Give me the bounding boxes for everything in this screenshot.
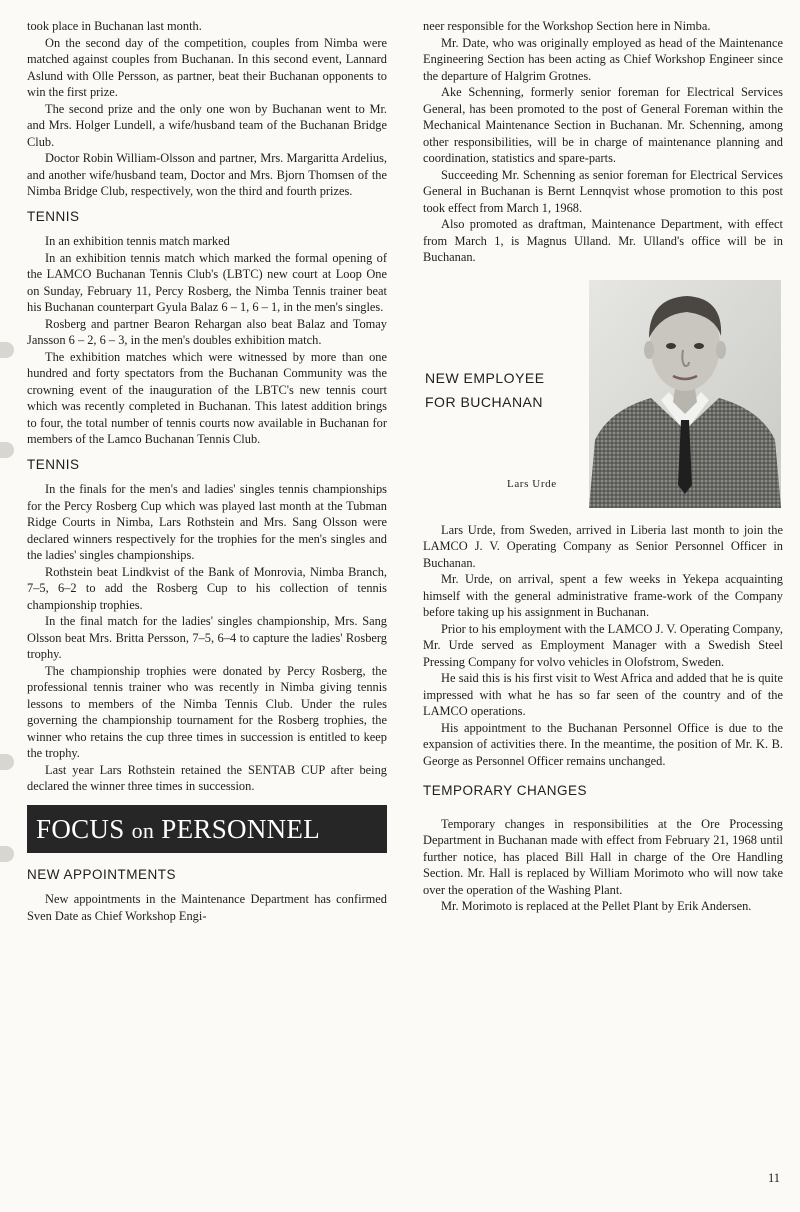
paragraph: In an exhibition tennis match marked (45, 234, 230, 248)
paragraph: Also promoted as draftman, Maintenance Department, with effect from March 1, is Magnus Ulland. Mr. Ulland's office will be in Buchanan. (423, 217, 783, 264)
paragraph: In the final match for the ladies' singles championship, Mrs. Sang Olsson beat Mrs. Britta Persson, 7–5, 6–4 to capture the ladies' Rosberg trophy. (27, 614, 387, 661)
heading-line: FOR BUCHANAN (425, 393, 544, 410)
focus-on-personnel-banner (27, 805, 387, 853)
paragraph: neer responsible for the Workshop Section here in Nimba. (423, 19, 711, 33)
page-number: 11 (767, 1171, 780, 1185)
paragraph: On the second day of the competition, couples from Nimba were matched against couples from Buchanan. In this second event, Lannard Aslund with Olle Persson, as partner, beat their Buchanan opponents to win the first prize. (27, 35, 387, 99)
paragraph: Temporary changes in responsibilities at the Ore Processing Department in Buchanan made with effect from February 21, 1968 until further notice, has placed Bill Hall in charge of the Ore Handling Section. Mr. Hall is replaced by William Morimoto who will now take over the operation of the Washing Plant. (423, 816, 783, 897)
binder-hole-mark (0, 342, 14, 358)
employee-portrait-photo (589, 280, 781, 508)
section-heading-temporary-changes: TEMPORARY CHANGES (423, 783, 588, 798)
paragraph: Ake Schenning, formerly senior foreman for Electrical Services General, has been promoted to the post of General Foreman within the Mechanical Maintenance Section in Buchanan. Mr. Schenning, among other responsibilities, will be in charge of maintenance planning and coordination, statistics and spare-parts. (423, 85, 783, 165)
paragraph: In the finals for the men's and ladies' singles tennis championships for the Percy Rosberg Cup which was played last month at the Tubman Ridge Courts in Nimba, Lars Rothstein and Mrs. Sang Olsson were declared winners respectively for the trophies for the men's singles and the ladies' singles championships. (27, 482, 387, 562)
banner-word: on (131, 817, 155, 843)
left-column (27, 18, 387, 924)
paragraph: The exhibition matches which were witnessed by more than one hundred and forty spectators from the Buchanan Community was the crowning event of the inauguration of the LBTC's new tennis court which was recently completed in Buchanan. This latest addition brings to four, the total number of tennis courts now available in Buchanan for members of the Lamco Buchanan Tennis Club. (27, 349, 387, 446)
paragraph: The championship trophies were donated by Percy Rosberg, the professional tennis trainer who was recently in Nimba giving tennis lessons to members of the Nimba Tennis Club. Under the rules governing the championship tournament for the Rosberg trophies, the winner who retains the cup three times in succession is entitled to keep the trophy. (27, 663, 387, 760)
heading-line: NEW EMPLOYEE (425, 369, 545, 386)
paragraph: In an exhibition tennis match which marked the formal opening of the LAMCO Buchanan Tennis Club's (LBTC) new court at Loop One on Sunday, February 11, Percy Rosberg, the Nimba Tennis trainer beat his Buchanan counterpart Gyula Balaz 6 – 1, 6 – 1, in the men's singles. (27, 250, 387, 314)
paragraph: Doctor Robin William-Olsson and partner, Mrs. Margaritta Ardelius, and another wife/husband team, Doctor and Mrs. Bjorn Thomsen of the Nimba Bridge Club, respectively, won the third and fourth prizes. (27, 151, 387, 198)
new-employee-block (423, 280, 783, 510)
paragraph: Succeeding Mr. Schenning as senior foreman for Electrical Services General in Buchanan is Bernt Lennqvist whose promotion to this post took effect from March 1, 1968. (423, 167, 783, 215)
paragraph: Mr. Date, who was originally employed as head of the Maintenance Engineering Section has been acting as Chief Workshop Engineer since the departure of Halgrim Grotnes. (423, 35, 783, 83)
section-heading-tennis: TENNIS (27, 208, 80, 224)
paragraph: His appointment to the Buchanan Personnel Office is due to the expansion of activities there. In the meantime, the position of Mr. K. B. George as Personnel Officer remains unchanged. (423, 720, 783, 768)
binder-hole-mark (0, 442, 14, 458)
paragraph: New appointments in the Maintenance Department has confirmed Sven Date as Chief Workshop Engi- (27, 892, 387, 923)
paragraph: Rosberg and partner Bearon Rehargan also beat Balaz and Tomay Jansson 6 – 2, 6 – 3, in the men's doubles exhibition match. (27, 316, 387, 347)
binder-hole-mark (0, 846, 14, 862)
paragraph: Prior to his employment with the LAMCO J. V. Operating Company, Mr. Urde served as Employment Manager with a Swedish Steel Pressing Company for volvo vehicles in Olofstrom, Sweden. (423, 621, 783, 669)
right-column (423, 18, 783, 915)
banner-word: PERSONNEL (161, 813, 320, 844)
paragraph: took place in Buchanan last month. (27, 19, 202, 33)
photo-caption: Lars Urde (507, 477, 557, 490)
paragraph: The second prize and the only one won by Buchanan went to Mr. and Mrs. Holger Lundell, a wife/husband team of the Buchanan Bridge Club. (27, 101, 387, 149)
section-heading-tennis: TENNIS (27, 456, 80, 472)
banner-word: FOCUS (36, 813, 125, 844)
paragraph: Lars Urde, from Sweden, arrived in Liberia last month to join the LAMCO J. V. Operating Company as Senior Personnel Officer in Buchanan. (423, 522, 783, 570)
paragraph: Rothstein beat Lindkvist of the Bank of Monrovia, Nimba Branch, 7–5, 6–2 to add the Rosberg Cup to his collection of tennis championship trophies. (27, 564, 387, 612)
paragraph: Mr. Morimoto is replaced at the Pellet Plant by Erik Andersen. (441, 899, 752, 913)
paragraph: He said this is his first visit to West Africa and added that he is quite impressed with what he has so far seen of the country and of the LAMCO operations. (423, 671, 783, 718)
section-heading-new-appointments: NEW APPOINTMENTS (27, 866, 177, 882)
paragraph: Mr. Urde, on arrival, spent a few weeks in Yekepa acquainting himself with the general administrative frame-work of the Company before taking up his assignment in Buchanan. (423, 572, 783, 619)
binder-hole-mark (0, 754, 14, 770)
section-heading-new-employee (425, 366, 575, 414)
paragraph: Last year Lars Rothstein retained the SENTAB CUP after being declared the winner three times in succession. (27, 762, 387, 793)
